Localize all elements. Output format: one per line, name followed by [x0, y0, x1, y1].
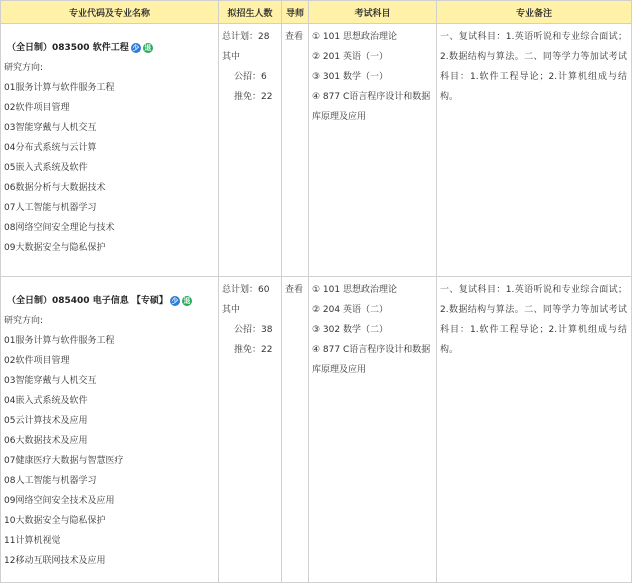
- tutor-cell: [282, 277, 309, 583]
- exam-subject: ② 204 英语（二）: [312, 305, 388, 315]
- direction-item: 04分布式系统与云计算: [4, 143, 97, 153]
- plan-recommend: 推免：22: [234, 345, 273, 355]
- direction-item: 02软件项目管理: [4, 356, 70, 366]
- retire-badge-icon[interactable]: 退: [183, 297, 191, 305]
- exam-subject: ③ 301 数学（一）: [312, 72, 388, 82]
- plan-cell: [219, 24, 282, 277]
- table-row: [1, 277, 632, 583]
- plan-public: 公招：6: [234, 72, 267, 82]
- plan-among: 其中: [222, 305, 241, 315]
- view-tutor-link[interactable]: 查看: [285, 285, 304, 295]
- major-title: [7, 39, 218, 57]
- direction-item: 11计算机视觉: [4, 536, 61, 546]
- header-note: 专业备注: [437, 1, 632, 24]
- exam-subject: ④ 877 C语言程序设计和数据库原理及应用: [312, 345, 431, 375]
- direction-item: 04嵌入式系统及软件: [4, 396, 88, 406]
- plan-cell: [219, 277, 282, 583]
- table-row: [1, 24, 632, 277]
- header-plan: 拟招生人数: [219, 1, 282, 24]
- major-title-text: （全日制）085400 电子信息 【专硕】: [7, 296, 168, 306]
- direction-item: 08人工智能与机器学习: [4, 476, 97, 486]
- info-badge-icon[interactable]: 少: [132, 44, 140, 52]
- note-cell: [437, 277, 632, 583]
- direction-item: 03智能穿戴与人机交互: [4, 123, 97, 133]
- exam-subject: ② 201 英语（一）: [312, 52, 388, 62]
- plan-recommend: 推免：22: [234, 92, 273, 102]
- exam-subject: ① 101 思想政治理论: [312, 285, 397, 295]
- direction-item: 06数据分析与大数据技术: [4, 183, 106, 193]
- major-name-cell: [1, 24, 219, 277]
- direction-label: 研究方向:: [4, 316, 44, 326]
- note-cell: [437, 24, 632, 277]
- exam-cell: [309, 24, 437, 277]
- plan-public: 公招：38: [234, 325, 273, 335]
- direction-item: 02软件项目管理: [4, 103, 70, 113]
- direction-item: 08网络空间安全理论与技术: [4, 223, 115, 233]
- plan-total: 总计划：60: [222, 285, 270, 295]
- major-title: [7, 292, 218, 310]
- header-row: [1, 1, 632, 24]
- exam-subject: ④ 877 C语言程序设计和数据库原理及应用: [312, 92, 431, 122]
- info-badge-icon[interactable]: 少: [171, 297, 179, 305]
- direction-item: 01服务计算与软件服务工程: [4, 83, 115, 93]
- direction-item: 09网络空间安全技术及应用: [4, 496, 115, 506]
- direction-item: 03智能穿戴与人机交互: [4, 376, 97, 386]
- plan-total: 总计划：28: [222, 32, 270, 42]
- direction-item: 07人工智能与机器学习: [4, 203, 97, 213]
- direction-label: 研究方向:: [4, 63, 44, 73]
- direction-item: 10大数据安全与隐私保护: [4, 516, 106, 526]
- header-exam: 考试科目: [309, 1, 437, 24]
- major-title-text: （全日制）083500 软件工程: [7, 43, 129, 53]
- major-note: 一、复试科目：1.英语听说和专业综合面试；2.数据结构与算法。二、同等学力等加试考试科目：1.软件工程导论；2.计算机组成与结构。: [440, 285, 627, 355]
- direction-item: 05云计算技术及应用: [4, 416, 88, 426]
- exam-subject: ③ 302 数学（二）: [312, 325, 388, 335]
- exam-subject: ① 101 思想政治理论: [312, 32, 397, 42]
- direction-item: 12移动互联网技术及应用: [4, 556, 106, 566]
- tutor-cell: [282, 24, 309, 277]
- direction-item: 06大数据技术及应用: [4, 436, 88, 446]
- direction-item: 01服务计算与软件服务工程: [4, 336, 115, 346]
- header-tutor: 导师: [282, 1, 309, 24]
- header-name: 专业代码及专业名称: [1, 1, 219, 24]
- direction-item: 05嵌入式系统及软件: [4, 163, 88, 173]
- direction-item: 09大数据安全与隐私保护: [4, 243, 106, 253]
- direction-item: 07健康医疗大数据与智慧医疗: [4, 456, 124, 466]
- view-tutor-link[interactable]: 查看: [285, 32, 304, 42]
- major-note: 一、复试科目：1.英语听说和专业综合面试；2.数据结构与算法。二、同等学力等加试考试科目：1.软件工程导论；2.计算机组成与结构。: [440, 32, 627, 102]
- retire-badge-icon[interactable]: 退: [144, 44, 152, 52]
- exam-cell: [309, 277, 437, 583]
- major-name-cell: [1, 277, 219, 583]
- plan-among: 其中: [222, 52, 241, 62]
